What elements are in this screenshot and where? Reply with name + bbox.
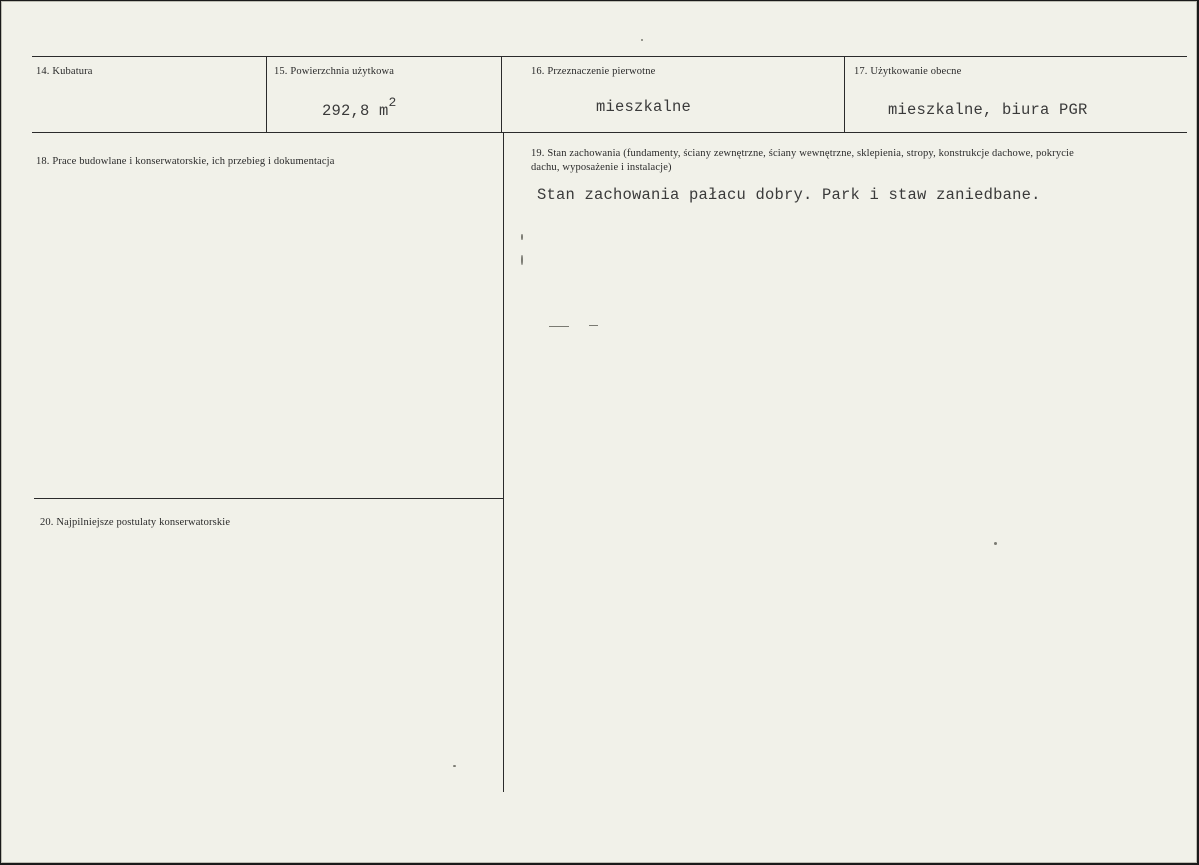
scan-speck (453, 765, 456, 767)
scan-speck (994, 542, 997, 545)
field-18-label: 18. Prace budowlane i konserwatorskie, ich przebieg i dokumentacja (36, 156, 335, 167)
divider-16-17 (844, 57, 845, 132)
divider-left-right (503, 133, 504, 792)
field-16-label: 16. Przeznaczenie pierwotne (531, 66, 656, 77)
section20-top-rule (34, 498, 503, 499)
scan-speck (641, 39, 643, 41)
field-20-label: 20. Najpilniejsze postulaty konserwatorskie (40, 517, 231, 528)
usable-area-value: 292,8 m (322, 102, 389, 121)
field-17-label: 17. Użytkowanie obecne (854, 66, 962, 77)
row1-bottom-rule (32, 132, 1187, 133)
field-19-label: 19. Stan zachowania (fundamenty, ściany zewnętrzne, ściany wewnętrzne, sklepienia, stropy, konstrukcje dachowe, pokrycie dachu, wyposażenie i instalacje) (531, 148, 1074, 173)
scan-speck (589, 325, 598, 326)
field-15-label: 15. Powierzchnia użytkowa (274, 66, 395, 77)
divider-14-15 (266, 57, 267, 132)
top-rule (32, 56, 1187, 57)
divider-15-16 (501, 57, 502, 132)
scan-speck (521, 234, 523, 240)
scan-speck (521, 255, 523, 265)
field-15-value (322, 95, 397, 121)
unit-exponent: 2 (388, 95, 397, 110)
field-16-value: mieszkalne (596, 98, 692, 116)
scan-speck (549, 326, 569, 327)
field-14-label: 14. Kubatura (36, 66, 93, 77)
field-19-value: Stan zachowania pałacu dobry. Park i staw zaniedbane. (537, 186, 1041, 204)
record-card (1, 1, 1197, 863)
field-17-value: mieszkalne, biura PGR (888, 101, 1088, 119)
